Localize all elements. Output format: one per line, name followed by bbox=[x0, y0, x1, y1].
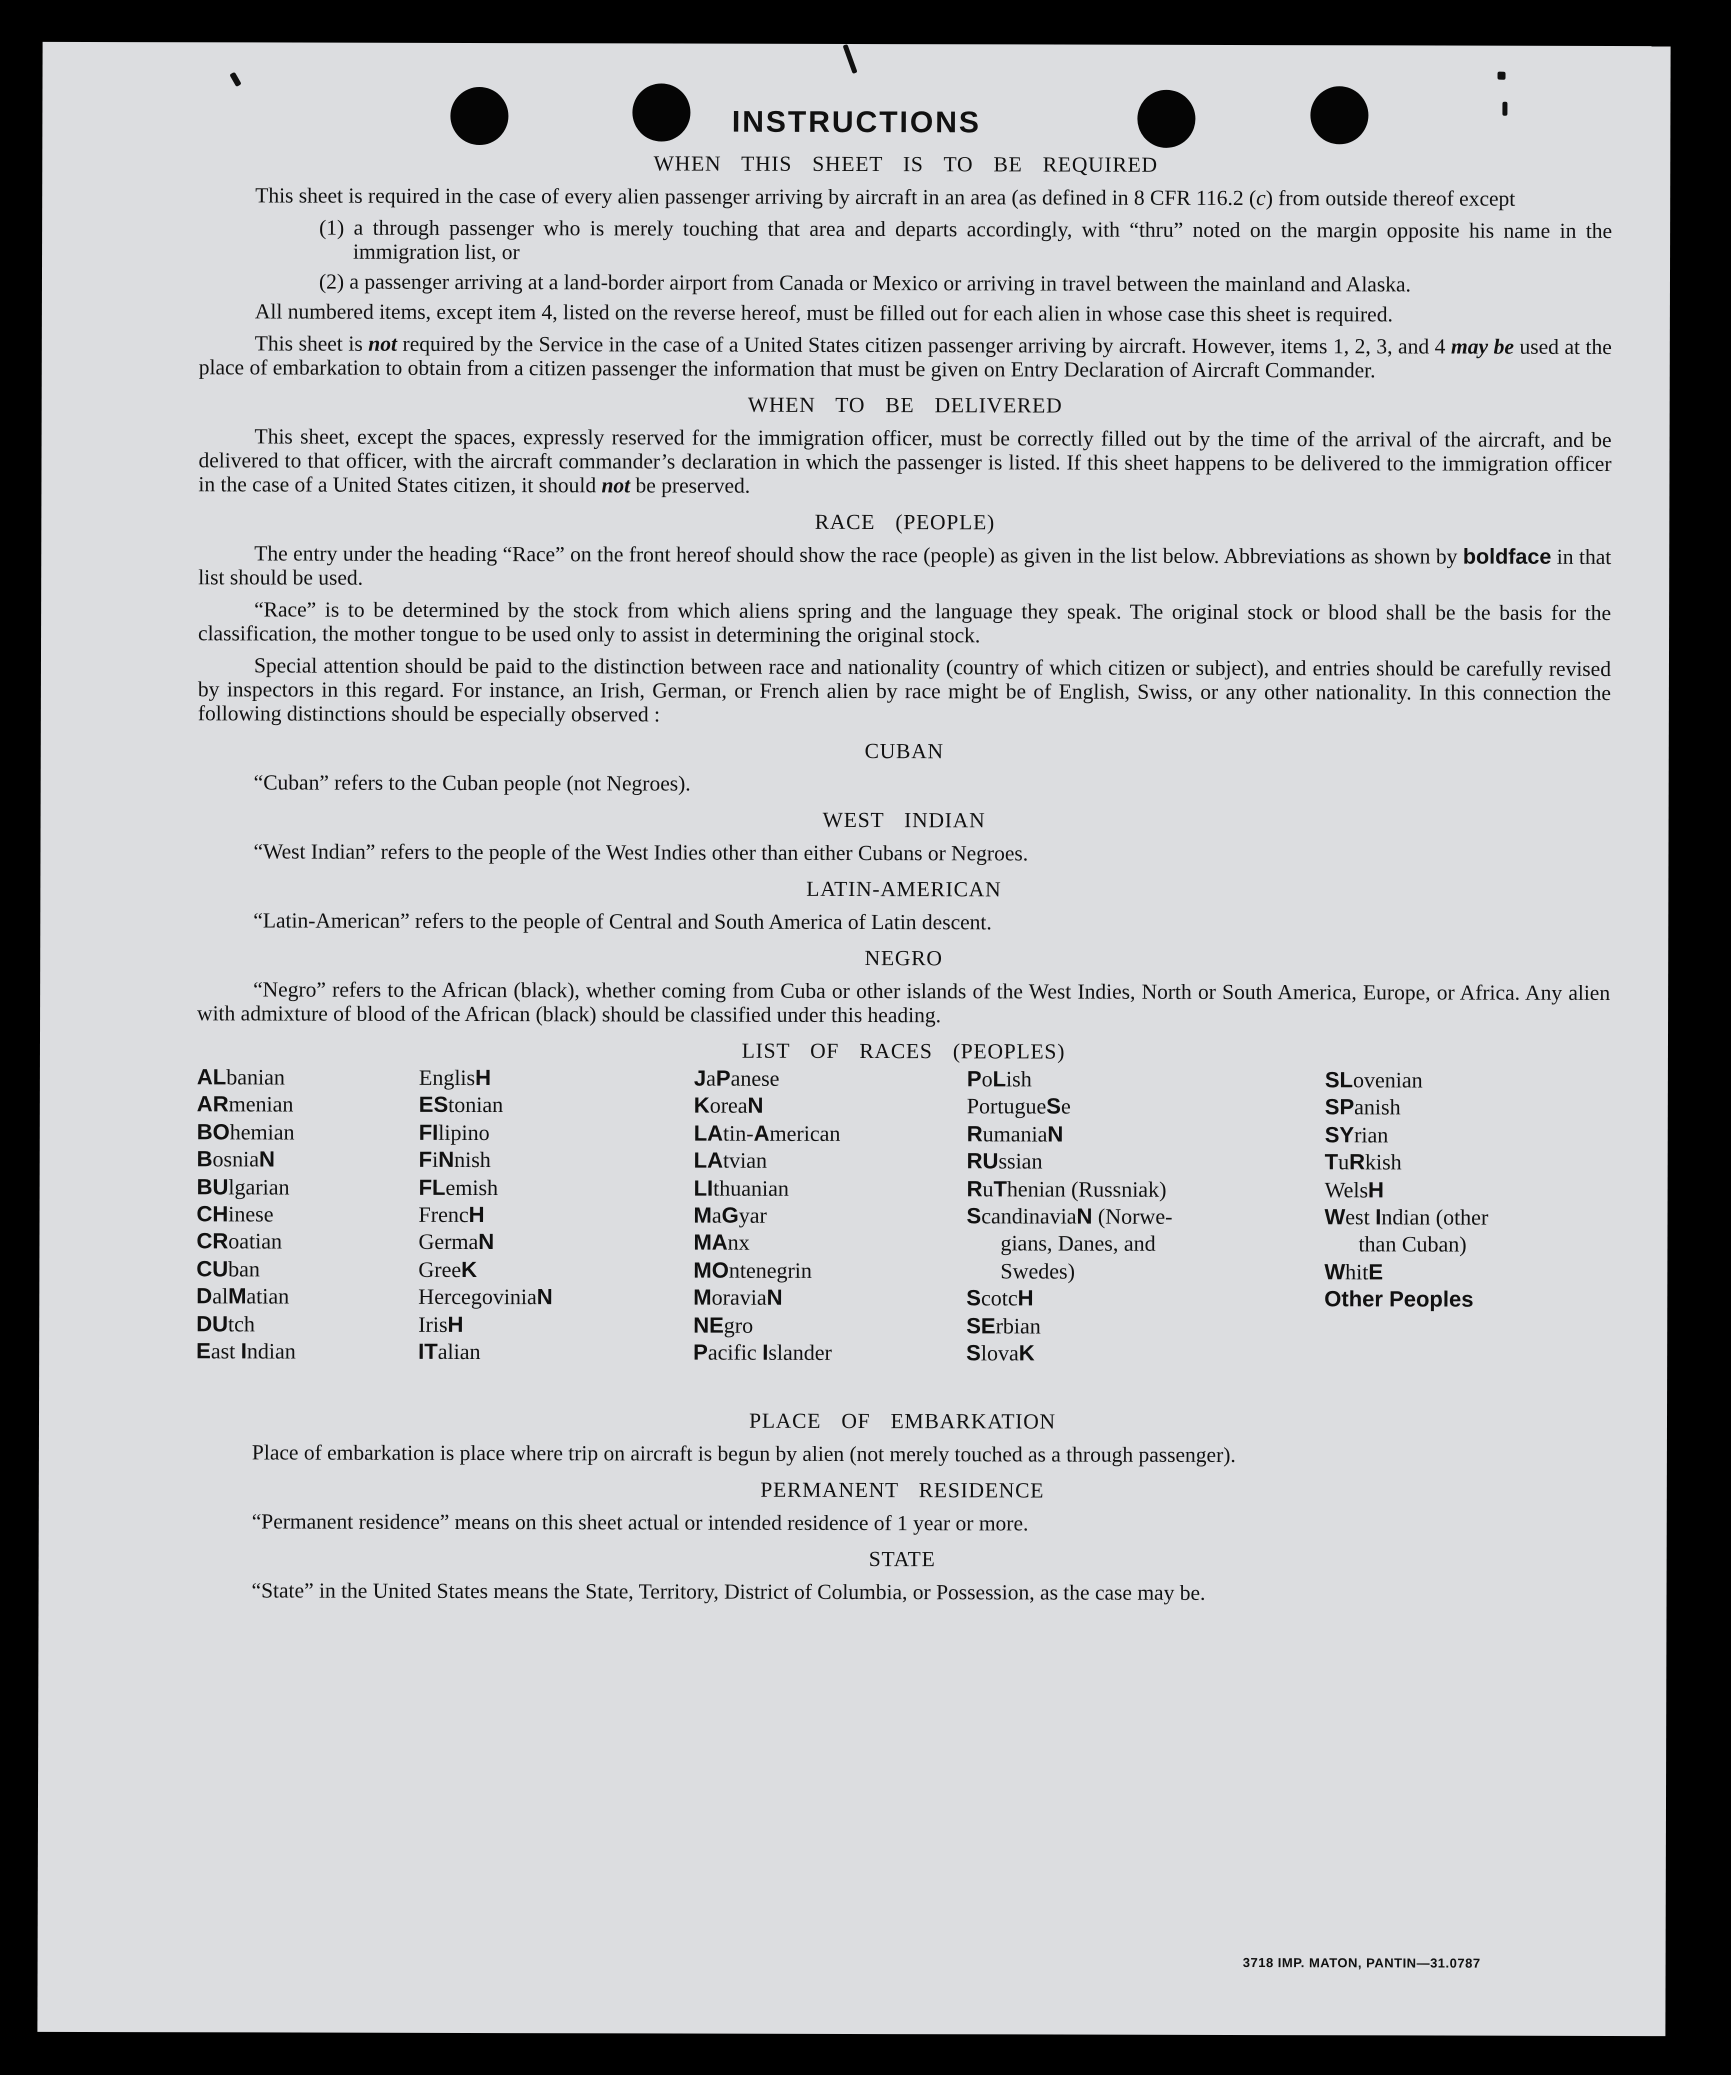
race-entry: ITalian bbox=[418, 1338, 481, 1364]
section-heading: WEST INDIAN bbox=[822, 807, 986, 833]
printer-imprint: 3718 IMP. MATON, PANTIN—31.0787 bbox=[1242, 1955, 1481, 1971]
ink-mark bbox=[229, 72, 241, 87]
ink-mark bbox=[1498, 72, 1506, 80]
paragraph: “Permanent residence” means on this sheet actual or intended residence of 1 year or more. bbox=[251, 1509, 1029, 1536]
race-entry: Other Peoples bbox=[1324, 1286, 1474, 1312]
race-column bbox=[693, 1067, 840, 1369]
paragraph: “West Indian” refers to the people of the West Indies other than either Cubans or Negroes. bbox=[253, 839, 1029, 866]
race-entry: RumaniaN bbox=[966, 1121, 1064, 1147]
race-entry: SlovaK bbox=[966, 1340, 1035, 1366]
race-entry: SErbian bbox=[966, 1312, 1041, 1339]
race-entry: HercegoviniaN bbox=[418, 1283, 553, 1310]
race-entry: SYrian bbox=[1324, 1122, 1389, 1148]
section-heading: LATIN-AMERICAN bbox=[806, 876, 1002, 902]
paragraph: “Negro” refers to the African (black), whether coming from Cuba or other islands of the West Indies, North or South America, Europe, or Africa. Any alien with admixture of blood of the African (black) should be classified under this heading. bbox=[197, 977, 1611, 1028]
race-entry: CHinese bbox=[196, 1201, 274, 1227]
race-entry: DUtch bbox=[196, 1310, 255, 1336]
race-entry: RUssian bbox=[966, 1148, 1043, 1174]
paragraph: Special attention should be paid to the distinction between race and nationality (country of which citizen or subject), and entries should be carefully revised by inspectors in this regard. For instance, an Irish, German, or French alien by race might be of English, Swiss, or any other nationality. In this connection the following distinctions should be especially observed : bbox=[197, 653, 1612, 727]
race-entry: Swedes) bbox=[1000, 1258, 1075, 1284]
race-entry: CUban bbox=[196, 1256, 260, 1282]
section-heading: CUBAN bbox=[864, 739, 944, 764]
section-heading: RACE (PEOPLE) bbox=[814, 509, 996, 535]
race-entry: CRoatian bbox=[196, 1228, 283, 1254]
race-entry: LIthuanian bbox=[693, 1175, 789, 1201]
race-entry: ARmenian bbox=[196, 1091, 294, 1117]
race-entry: BosniaN bbox=[196, 1146, 275, 1172]
race-entry: SLovenian bbox=[1324, 1067, 1423, 1093]
race-entry: DalMatian bbox=[196, 1283, 290, 1309]
paragraph: This sheet, except the spaces, expressly reserved for the immigration officer, must be correctly filled out by the time of the arrival of the aircraft, and be delivered to that officer, with the aircraft commander’s declaration in which the passenger is listed. If this sheet happens to be delivered to the immigration officer in the case of a United States citizen, it should not be preserved. bbox=[198, 424, 1612, 498]
paragraph: This sheet is required in the case of every alien passenger arriving by aircraft in an area (as defined in 8 CFR 116.2 (c) from outside thereof except bbox=[255, 183, 1516, 211]
section-heading: WHEN TO BE DELIVERED bbox=[747, 392, 1063, 418]
race-entry: LAtin-American bbox=[693, 1120, 841, 1146]
exception-item-2: (2) a passenger arriving at a land-border airport from Canada or Mexico or arriving in travel between the mainland and Alaska. bbox=[318, 269, 1411, 297]
section-heading: PERMANENT RESIDENCE bbox=[760, 1477, 1045, 1503]
paragraph: “Race” is to be determined by the stock from which aliens spring and the language they speak. The original stock or blood shall be the basis for the classification, the mother tongue to be used only to assist in determining the original stock. bbox=[198, 597, 1612, 648]
race-entry: NEgro bbox=[693, 1312, 754, 1338]
race-entry: TuRkish bbox=[1324, 1149, 1402, 1175]
section-heading: WHEN THIS SHEET IS TO BE REQUIRED bbox=[653, 151, 1158, 177]
race-entry: FIlipino bbox=[418, 1119, 490, 1145]
race-column bbox=[966, 1067, 1173, 1369]
race-entry: MAnx bbox=[693, 1229, 750, 1256]
race-entry: JaPanese bbox=[693, 1065, 780, 1091]
race-entry: FLemish bbox=[418, 1174, 499, 1200]
race-column bbox=[1324, 1068, 1488, 1315]
race-entry: BUlgarian bbox=[196, 1173, 290, 1200]
paragraph: The entry under the heading “Race” on the front hereof should show the race (people) as given in the list below. Abbreviations as shown by boldface in that list should be used. bbox=[198, 541, 1612, 590]
paragraph: All numbered items, except item 4, listed on the reverse hereof, must be filled out for each alien in whose case this sheet is required. bbox=[254, 299, 1393, 327]
race-entry: SPanish bbox=[1324, 1094, 1401, 1120]
race-entry: gians, Danes, and bbox=[1000, 1230, 1156, 1257]
race-entry: ScotcH bbox=[966, 1285, 1034, 1311]
race-entry: than Cuban) bbox=[1358, 1231, 1467, 1257]
race-entry: GermaN bbox=[418, 1229, 495, 1255]
race-entry: PortugueSe bbox=[966, 1093, 1071, 1119]
paragraph: “Cuban” refers to the Cuban people (not Negroes). bbox=[253, 770, 691, 796]
race-entry: ScandinaviaN (Norwe- bbox=[966, 1203, 1173, 1229]
race-entry: EStonian bbox=[418, 1092, 504, 1118]
race-entry: GreeK bbox=[418, 1256, 478, 1282]
race-entry: Pacific Islander bbox=[693, 1339, 832, 1365]
race-entry: MoraviaN bbox=[693, 1284, 783, 1310]
section-heading: LIST OF RACES (PEOPLES) bbox=[741, 1038, 1066, 1064]
document-page bbox=[37, 42, 1670, 2036]
race-entry: FiNnish bbox=[418, 1147, 491, 1173]
list-of-races bbox=[196, 1065, 1610, 1399]
race-entry: PoLish bbox=[966, 1066, 1032, 1092]
ink-mark bbox=[843, 44, 858, 74]
race-entry: WelsH bbox=[1324, 1176, 1384, 1202]
page-title: INSTRUCTIONS bbox=[731, 105, 981, 140]
section-heading: PLACE OF EMBARKATION bbox=[749, 1408, 1056, 1434]
paragraph: Place of embarkation is place where trip on aircraft is begun by alien (not merely touched as a through passenger). bbox=[251, 1440, 1236, 1468]
section-heading: NEGRO bbox=[864, 946, 943, 971]
race-entry: FrencH bbox=[418, 1201, 485, 1227]
race-entry: EnglisH bbox=[418, 1064, 492, 1091]
race-entry: LAtvian bbox=[693, 1147, 768, 1173]
paragraph: This sheet is not required by the Service in the case of a United States citizen passenger arriving by aircraft. However, items 1, 2, 3, and 4 may be used at the place of embarkation to obtain from a citizen passenger the information that must be given on Entry Declaration of Aircraft Commander. bbox=[198, 331, 1612, 383]
race-entry: BOhemian bbox=[196, 1119, 295, 1145]
race-column bbox=[196, 1065, 296, 1367]
race-column bbox=[418, 1066, 553, 1368]
exception-item-1: (1) a through passenger who is merely touching that area and departs accordingly, with “thru” noted on the margin opposite his name in the immigration list, or bbox=[319, 215, 1613, 265]
race-entry: East Indian bbox=[196, 1338, 296, 1364]
race-entry: ALbanian bbox=[196, 1064, 285, 1090]
section-heading: STATE bbox=[868, 1547, 936, 1572]
race-entry: West Indian (other bbox=[1324, 1204, 1489, 1230]
race-entry: KoreaN bbox=[693, 1092, 764, 1119]
race-entry: IrisH bbox=[418, 1311, 464, 1337]
race-entry: WhitE bbox=[1324, 1258, 1384, 1285]
paragraph: “Latin-American” refers to the people of Central and South America of Latin descent. bbox=[253, 908, 992, 935]
race-entry: MOntenegrin bbox=[693, 1257, 812, 1283]
instructions-body bbox=[196, 150, 1613, 1614]
race-entry: MaGyar bbox=[693, 1202, 767, 1228]
paragraph: “State” in the United States means the State, Territory, District of Columbia, or Possession, as the case may be. bbox=[251, 1578, 1206, 1605]
race-entry: RuThenian (Russniak) bbox=[966, 1175, 1167, 1202]
